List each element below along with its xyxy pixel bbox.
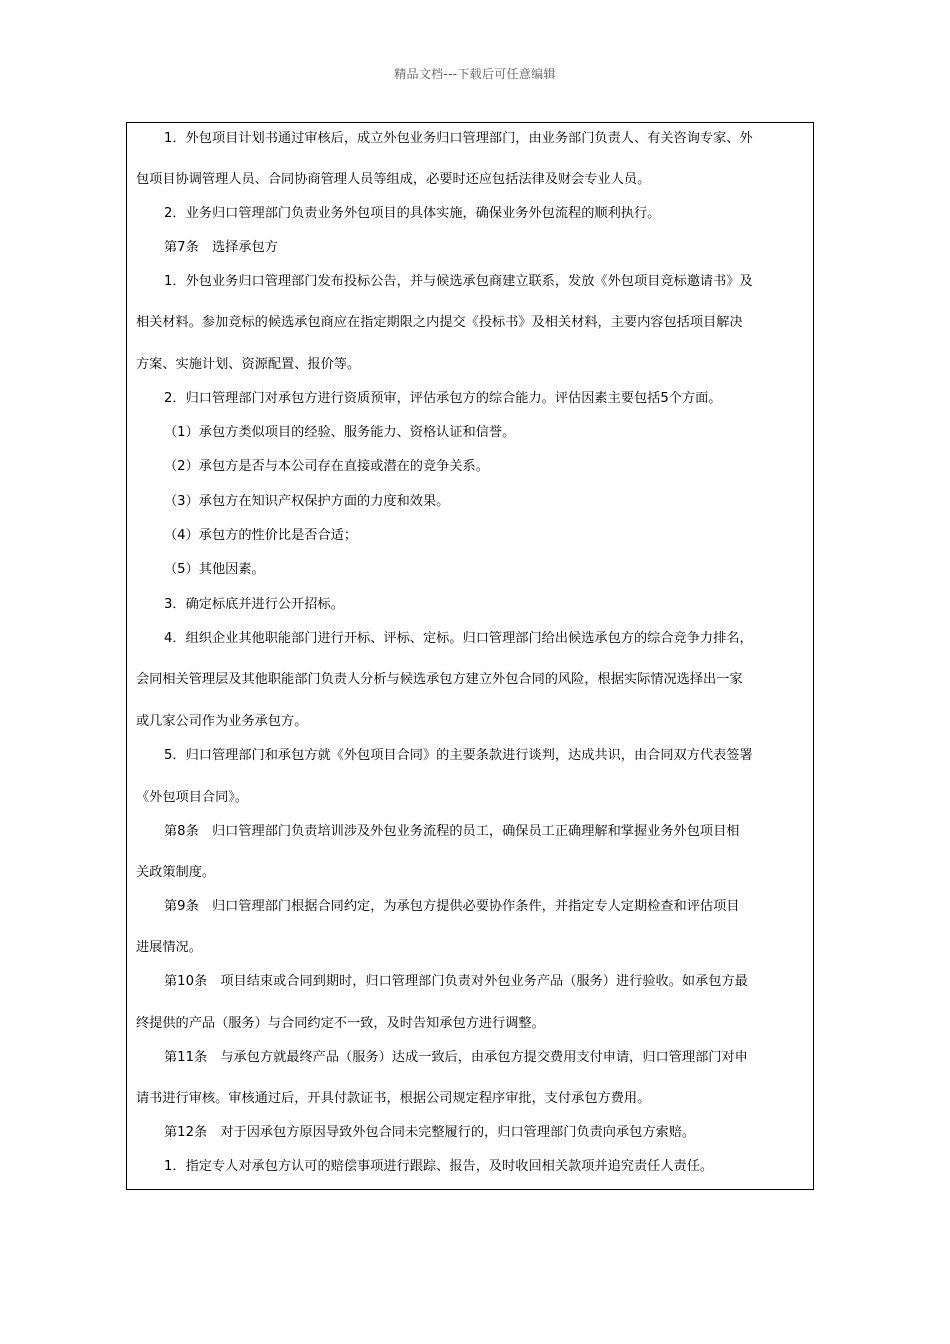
text-line: 第8条 归口管理部门负责培训涉及外包业务流程的员工，确保员工正确理解和掌握业务外包项目相 <box>164 824 740 839</box>
text-line: （2）承包方是否与本公司存在直接或潜在的竞争关系。 <box>164 459 489 474</box>
text-line: 1．外包项目计划书通过审核后，成立外包业务归口管理部门，由业务部门负责人、有关咨询专家、外 <box>164 131 753 146</box>
text-line: （4）承包方的性价比是否合适； <box>164 528 358 543</box>
text-line: 第7条 选择承包方 <box>164 240 278 255</box>
text-line: 关政策制度。 <box>136 865 216 880</box>
document-table-cell <box>126 122 814 1190</box>
text-line: 第10条 项目结束或合同到期时，归口管理部门负责对外包业务产品（服务）进行验收。如承包方最 <box>164 974 748 989</box>
text-line: 第11条 与承包方就最终产品（服务）达成一致后，由承包方提交费用支付申请，归口管理部门对申 <box>164 1050 748 1065</box>
text-line: 5．归口管理部门和承包方就《外包项目合同》的主要条款进行谈判，达成共识，由合同双方代表签署 <box>164 748 753 763</box>
text-line: 4．组织企业其他职能部门进行开标、评标、定标。归口管理部门给出候选承包方的综合竞争力排名， <box>164 631 753 646</box>
text-line: 第12条 对于因承包方原因导致外包合同未完整履行的，归口管理部门负责向承包方索赔。 <box>164 1125 696 1140</box>
text-line: 包项目协调管理人员、合同协商管理人员等组成，必要时还应包括法律及财会专业人员。 <box>136 172 651 187</box>
text-line: 或几家公司作为业务承包方。 <box>136 714 308 729</box>
text-line: 会同相关管理层及其他职能部门负责人分析与候选承包方建立外包合同的风险，根据实际情况选择出一家 <box>136 672 743 687</box>
text-line: 1．外包业务归口管理部门发布投标公告，并与候选承包商建立联系，发放《外包项目竞标邀请书》及 <box>164 274 753 289</box>
text-line: 第9条 归口管理部门根据合同约定，为承包方提供必要协作条件，并指定专人定期检查和评估项目 <box>164 899 740 914</box>
text-line: （5）其他因素。 <box>164 562 265 577</box>
text-line: 方案、实施计划、资源配置、报价等。 <box>136 357 361 372</box>
text-line: 相关材料。参加竞标的候选承包商应在指定期限之内提交《投标书》及相关材料，主要内容包括项目解决 <box>136 315 743 330</box>
text-line: （3）承包方在知识产权保护方面的力度和效果。 <box>164 494 450 509</box>
text-line: 终提供的产品（服务）与合同约定不一致，及时告知承包方进行调整。 <box>136 1016 545 1031</box>
text-line: 3．确定标底并进行公开招标。 <box>164 597 344 612</box>
text-line: 进展情况。 <box>136 940 202 955</box>
text-line: （1）承包方类似项目的经验、服务能力、资格认证和信誉。 <box>164 425 516 440</box>
text-line: 2．归口管理部门对承包方进行资质预审，评估承包方的综合能力。评估因素主要包括5个方面。 <box>164 391 722 406</box>
text-line: 1．指定专人对承包方认可的赔偿事项进行跟踪、报告，及时收回相关款项并追究责任人责任。 <box>164 1159 714 1174</box>
text-line: 2．业务归口管理部门负责业务外包项目的具体实施，确保业务外包流程的顺利执行。 <box>164 206 661 221</box>
page-header: 精品文档---下载后可任意编辑 <box>394 67 556 81</box>
text-line: 《外包项目合同》。 <box>136 790 249 805</box>
text-line: 请书进行审核。审核通过后，开具付款证书，根据公司规定程序审批，支付承包方费用。 <box>136 1091 651 1106</box>
